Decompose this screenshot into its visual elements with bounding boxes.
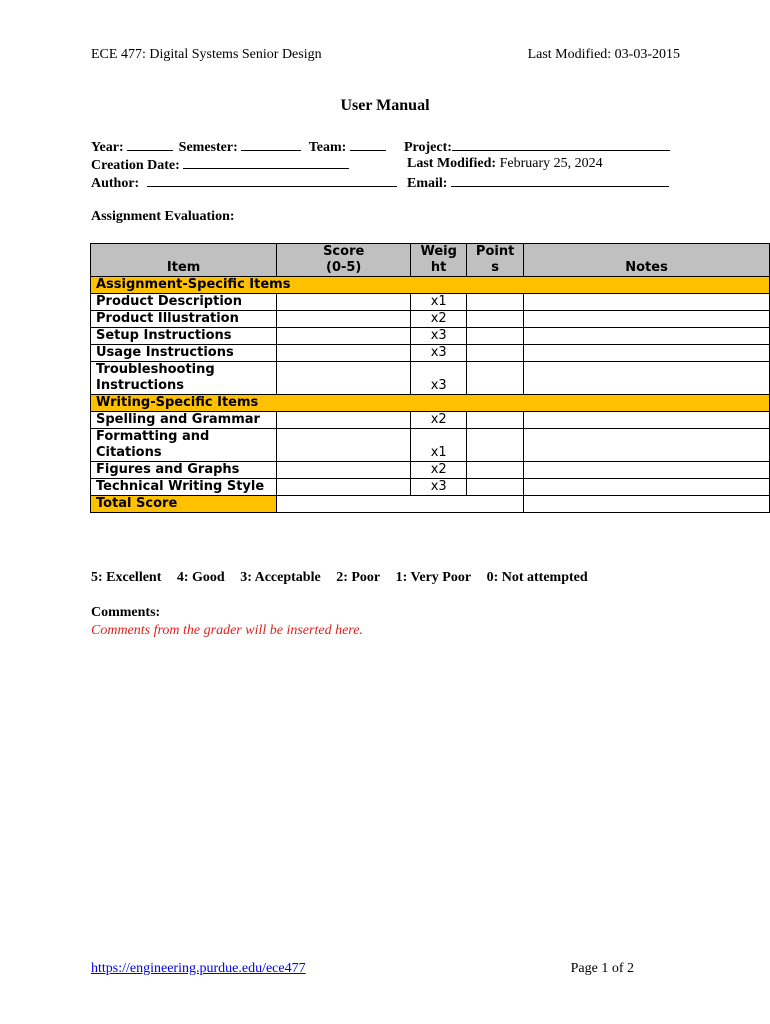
- header-points-text: Point s: [475, 244, 515, 275]
- score-cell[interactable]: [277, 328, 411, 345]
- points-cell[interactable]: [467, 429, 524, 462]
- total-score-cell[interactable]: [277, 496, 524, 513]
- creation-date-label: Creation Date:: [91, 158, 180, 173]
- notes-cell[interactable]: [524, 362, 770, 395]
- table-row: [91, 362, 770, 395]
- notes-cell[interactable]: [524, 429, 770, 462]
- item-cell: Product Description: [91, 294, 277, 311]
- points-cell[interactable]: [467, 362, 524, 395]
- header-weight-text: Weig ht: [420, 244, 457, 275]
- score-legend: [91, 570, 600, 586]
- total-score-label: Total Score: [91, 496, 277, 513]
- score-cell[interactable]: [277, 429, 411, 462]
- section-row-assignment: [91, 277, 770, 294]
- legend-item: 1: Very Poor: [395, 570, 472, 585]
- last-modified-label: Last Modified:: [407, 156, 497, 171]
- footer-link[interactable]: https://engineering.purdue.edu/ece477: [91, 961, 306, 976]
- table-header-row: [91, 244, 770, 277]
- legend-item: 4: Good: [176, 570, 225, 585]
- weight-cell: x3: [411, 345, 467, 362]
- weight-cell: x3: [411, 362, 467, 395]
- notes-cell[interactable]: [524, 412, 770, 429]
- table-row: [91, 328, 770, 345]
- table-row: [91, 412, 770, 429]
- table-row: [91, 294, 770, 311]
- evaluation-table: [90, 243, 770, 513]
- item-cell: Troubleshooting Instructions: [91, 362, 277, 395]
- section-title: Writing-Specific Items: [91, 395, 770, 412]
- info-row-1: [91, 137, 386, 157]
- notes-cell[interactable]: [524, 462, 770, 479]
- table-row: [91, 345, 770, 362]
- item-cell: Technical Writing Style: [91, 479, 277, 496]
- evaluation-label: Assignment Evaluation:: [91, 209, 235, 224]
- team-label: Team:: [308, 140, 347, 155]
- notes-cell[interactable]: [524, 294, 770, 311]
- points-cell[interactable]: [467, 479, 524, 496]
- points-cell[interactable]: [467, 412, 524, 429]
- item-cell: Figures and Graphs: [91, 462, 277, 479]
- weight-cell: x3: [411, 328, 467, 345]
- points-cell[interactable]: [467, 311, 524, 328]
- legend-item: 2: Poor: [336, 570, 381, 585]
- total-notes-cell[interactable]: [524, 496, 770, 513]
- project-row: [404, 137, 670, 157]
- total-row: [91, 496, 770, 513]
- table-row: [91, 462, 770, 479]
- last-modified-value: February 25, 2024: [499, 156, 603, 171]
- weight-cell: x3: [411, 479, 467, 496]
- item-cell: Spelling and Grammar: [91, 412, 277, 429]
- score-cell[interactable]: [277, 294, 411, 311]
- notes-cell[interactable]: [524, 345, 770, 362]
- header-score-text: Score (0-5): [323, 244, 365, 275]
- author-row: [91, 173, 397, 193]
- semester-field[interactable]: [241, 137, 301, 151]
- table-row: [91, 311, 770, 328]
- weight-cell: x2: [411, 412, 467, 429]
- legend-item: 5: Excellent: [91, 570, 162, 585]
- author-label: Author:: [91, 176, 140, 191]
- page-number: Page 1 of 2: [570, 961, 634, 976]
- score-cell[interactable]: [277, 462, 411, 479]
- weight-cell: x2: [411, 462, 467, 479]
- header-score: [277, 244, 411, 277]
- table-row: [91, 479, 770, 496]
- weight-cell: x2: [411, 311, 467, 328]
- item-cell: Usage Instructions: [91, 345, 277, 362]
- points-cell[interactable]: [467, 345, 524, 362]
- comments-text: Comments from the grader will be inserted here.: [91, 623, 363, 638]
- table-row: [91, 429, 770, 462]
- notes-cell[interactable]: [524, 311, 770, 328]
- header-points: [467, 244, 524, 277]
- team-field[interactable]: [350, 137, 386, 151]
- score-cell[interactable]: [277, 362, 411, 395]
- points-cell[interactable]: [467, 294, 524, 311]
- section-title: Assignment-Specific Items: [91, 277, 770, 294]
- semester-label: Semester:: [178, 140, 238, 155]
- email-label: Email:: [407, 176, 448, 191]
- email-row: [407, 173, 669, 193]
- item-cell: Setup Instructions: [91, 328, 277, 345]
- weight-cell: x1: [411, 294, 467, 311]
- item-cell: Product Illustration: [91, 311, 277, 328]
- creation-date-row: [91, 155, 349, 175]
- score-cell[interactable]: [277, 311, 411, 328]
- notes-cell[interactable]: [524, 328, 770, 345]
- score-cell[interactable]: [277, 479, 411, 496]
- project-field[interactable]: [452, 137, 670, 151]
- year-field[interactable]: [127, 137, 173, 151]
- weight-cell: x1: [411, 429, 467, 462]
- header-item: Item: [91, 244, 277, 277]
- header-weight: [411, 244, 467, 277]
- document-title: User Manual: [340, 97, 430, 114]
- comments-label: Comments:: [91, 605, 161, 620]
- points-cell[interactable]: [467, 462, 524, 479]
- header-notes: Notes: [524, 244, 770, 277]
- header-last-modified: Last Modified: 03-03-2015: [527, 47, 680, 62]
- legend-item: 0: Not attempted: [486, 570, 588, 585]
- last-modified-row: [407, 155, 603, 173]
- score-cell[interactable]: [277, 345, 411, 362]
- creation-date-field[interactable]: [183, 155, 349, 169]
- notes-cell[interactable]: [524, 479, 770, 496]
- points-cell[interactable]: [467, 328, 524, 345]
- score-cell[interactable]: [277, 412, 411, 429]
- project-label: Project:: [404, 140, 452, 155]
- year-label: Year:: [91, 140, 124, 155]
- section-row-writing: [91, 395, 770, 412]
- header-course: ECE 477: Digital Systems Senior Design: [91, 47, 322, 62]
- item-cell: Formatting and Citations: [91, 429, 277, 462]
- author-field[interactable]: [147, 173, 397, 187]
- legend-item: 3: Acceptable: [240, 570, 321, 585]
- email-field[interactable]: [451, 173, 669, 187]
